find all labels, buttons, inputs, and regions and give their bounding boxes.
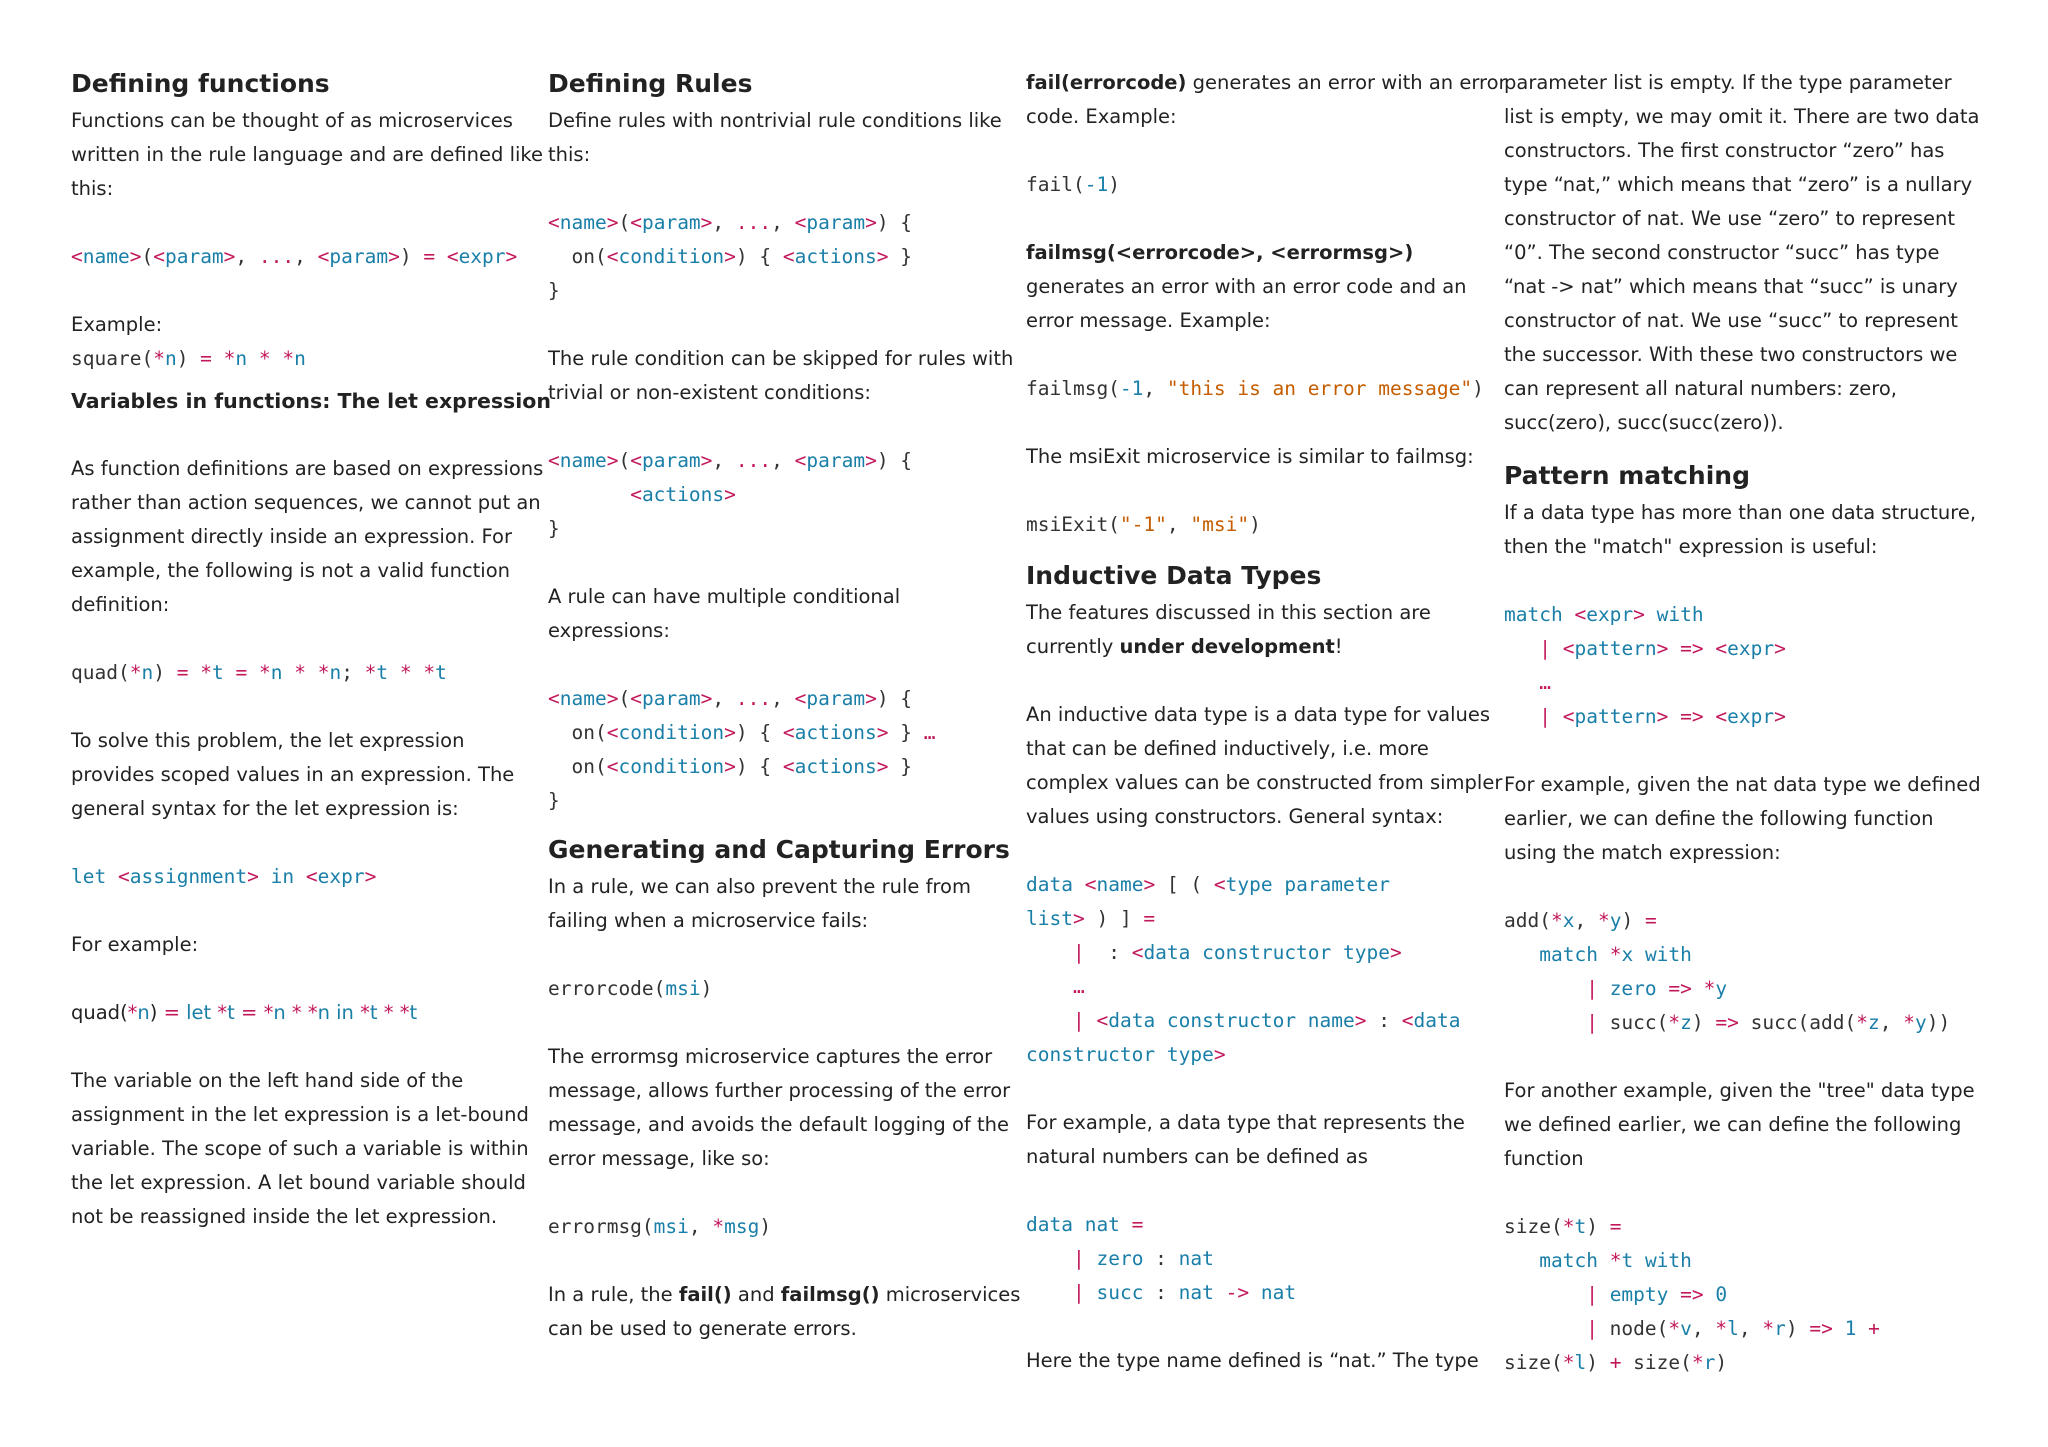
inductive-text: An inductive data type is a data type for values that can be defined inductively, i.e. more complex values can be constructed from simpler values using constructors. General syntax:	[1026, 703, 1503, 828]
code-data-nat: data nat = | zero : nat | succ : nat -> nat	[1026, 1213, 1297, 1304]
add-example-text: For example, given the nat data type we defined earlier, we can define the following function using the match expression:	[1504, 773, 1981, 864]
failmsg-description: failmsg(<errorcode>, <errormsg>) generates an error with an error code and an error message. Example:	[1026, 241, 1467, 332]
errors-intro: In a rule, we can also prevent the rule from failing when a microservice fails:	[548, 875, 971, 932]
column-4	[1504, 66, 1984, 1380]
errormsg-text: The errormsg microservice captures the error message, allows further processing of the error message, and avoids the default logging of the error message, like so:	[548, 1045, 1011, 1170]
column-1	[71, 64, 551, 1234]
example-label: Example:	[71, 313, 163, 336]
code-quad-let: quad(*n) = let *t = *n * *n in *t * *t	[71, 1001, 418, 1024]
heading-errors: Generating and Capturing Errors	[548, 835, 1010, 864]
heading-variables: Variables in functions: The let expression	[71, 389, 551, 413]
let-solve: To solve this problem, the let expression provides scoped values in an expression. The general syntax for the let expression is:	[71, 729, 515, 820]
nat-example-text: For example, a data type that represents the natural numbers can be defined as	[1026, 1111, 1465, 1168]
code-data-syntax: data <name> [ ( <type parameter list> ) ] = | : <data constructor type> … | <data constructor name> : <data constructor type>	[1026, 873, 1461, 1066]
param-list-text: parameter list is empty. If the type parameter list is empty, we may omit it. There are two data constructors. The first constructor “zero” has type “nat,” which means that “zero” is a nullary constructor of nat. We use “zero” to represent “0”. The second constructor “succ” has type “nat -> nat” which means that “succ” is unary constructor of nat. We use “succ” to represent the successor. With these two constructors we can represent all natural numbers: zero, succ(zero), succ(succ(zero)).	[1504, 71, 1980, 434]
type-name-text: Here the type name defined is “nat.” The type	[1026, 1349, 1479, 1372]
code-errormsg: errormsg(msi, *msg)	[548, 1215, 772, 1238]
code-rule-simple: <name>(<param>, ..., <param>) { <actions> }	[548, 449, 913, 540]
let-bound: The variable on the left hand side of the assignment in the let expression is a let-bound variable. The scope of such a variable is within the let expression. A let bound variable should not be reassigned inside the let expression.	[71, 1069, 529, 1228]
code-rule-syntax: <name>(<param>, ..., <param>) { on(<condition>) { <actions> } }	[548, 211, 913, 302]
features-note: The features discussed in this section are currently under development!	[1026, 601, 1431, 658]
heading-defining-functions: Defining functions	[71, 69, 330, 98]
skip-condition: The rule condition can be skipped for rules with trivial or non-existent conditions:	[548, 347, 1014, 404]
code-rule-multi: <name>(<param>, ..., <param>) { on(<condition>) { <actions> } … on(<condition>) { <actions> } }	[548, 687, 936, 812]
code-function-syntax: <name>(<param>, ..., <param>) = <expr>	[71, 245, 518, 268]
code-errorcode: errorcode(msi)	[548, 977, 713, 1000]
pattern-text: If a data type has more than one data structure, then the "match" expression is useful:	[1504, 501, 1977, 558]
code-failmsg: failmsg(-1, "this is an error message")	[1026, 377, 1484, 400]
rules-intro: Define rules with nontrivial rule conditions like this:	[548, 109, 1002, 166]
code-add: add(*x, *y) = match *x with | zero => *y | succ(*z) => succ(add(*z, *y))	[1504, 909, 1951, 1034]
msiexit-text: The msiExit microservice is similar to failmsg:	[1026, 445, 1474, 468]
code-size: size(*t) = match *t with | empty => 0 | node(*v, *l, *r) => 1 + size(*l) + size(*r)	[1504, 1215, 1880, 1374]
heading-pattern: Pattern matching	[1504, 461, 1750, 490]
code-quad-invalid: quad(*n) = *t = *n * *n; *t * *t	[71, 661, 447, 684]
heading-inductive: Inductive Data Types	[1026, 561, 1322, 590]
code-let-syntax: let <assignment> in <expr>	[71, 865, 377, 888]
multiple-conditions: A rule can have multiple conditional expressions:	[548, 585, 901, 642]
code-msiexit: msiExit("-1", "msi")	[1026, 513, 1261, 536]
column-3	[1026, 66, 1508, 1378]
fail-text: In a rule, the fail() and failmsg() microservices can be used to generate errors.	[548, 1283, 1021, 1340]
code-square: square(*n) = *n * *n	[71, 347, 306, 370]
column-2	[548, 64, 1028, 1346]
code-match-syntax: match <expr> with | <pattern> => <expr> … | <pattern> => <expr>	[1504, 603, 1786, 728]
fail-description: fail(errorcode) generates an error with an error code. Example:	[1026, 71, 1507, 128]
functions-intro: Functions can be thought of as microservices written in the rule language and are defined like this:	[71, 109, 544, 200]
heading-defining-rules: Defining Rules	[548, 69, 753, 98]
for-example-label: For example:	[71, 933, 199, 956]
code-fail: fail(-1)	[1026, 173, 1120, 196]
tree-example-text: For another example, given the "tree" data type we defined earlier, we can define the following function	[1504, 1079, 1975, 1170]
let-intro: As function definitions are based on expressions rather than action sequences, we cannot put an assignment directly inside an expression. For example, the following is not a valid function definition:	[71, 457, 544, 616]
